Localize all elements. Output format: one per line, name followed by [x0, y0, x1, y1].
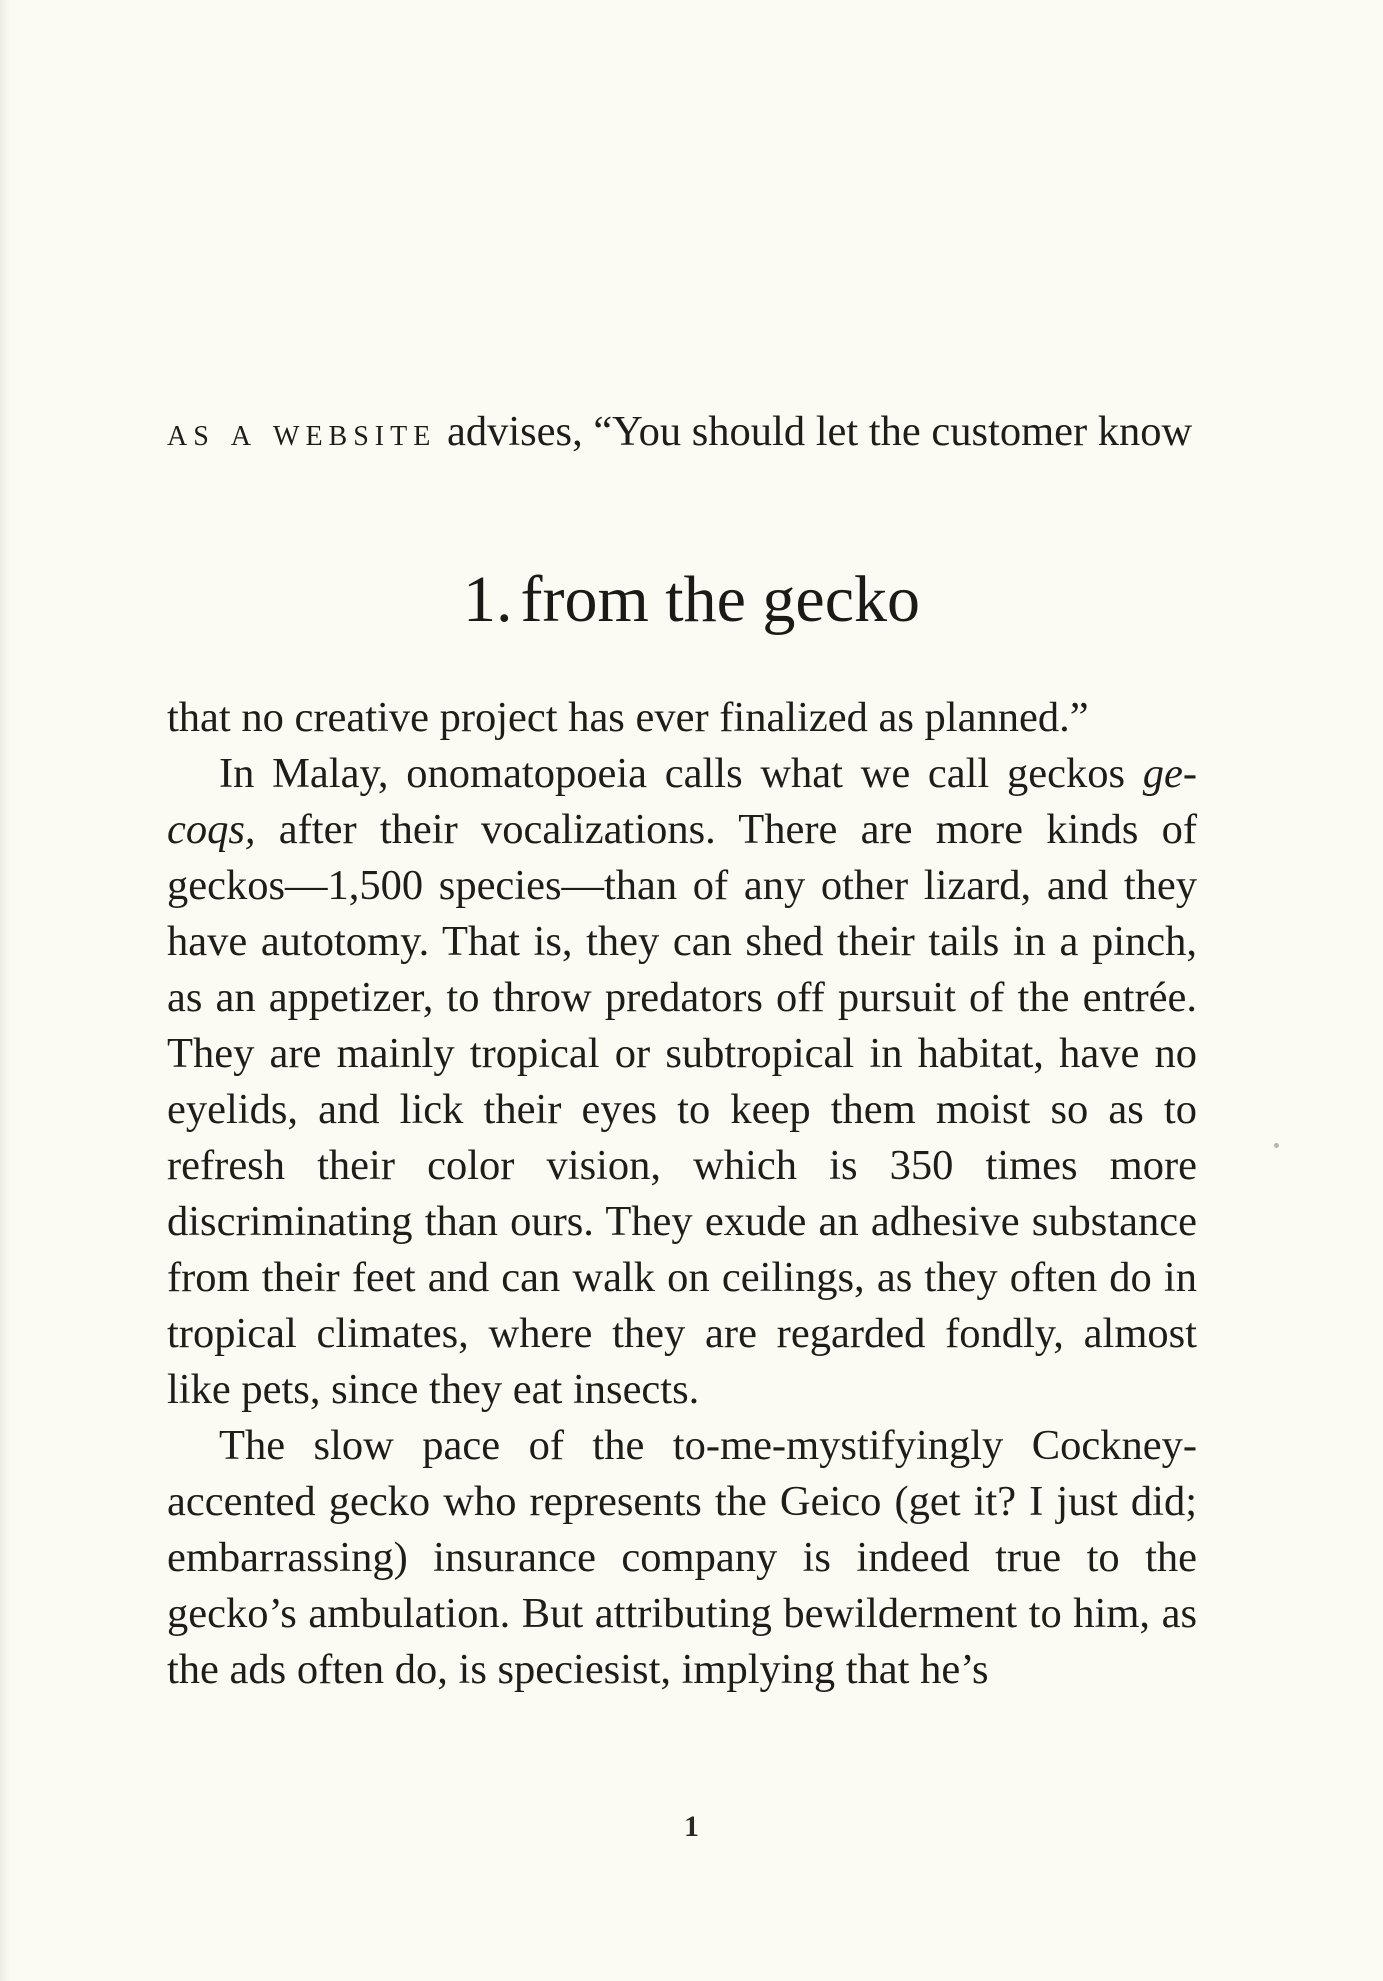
paragraph-geico-gecko: The slow pace of the to-me-mystifyingly Cockney-accented gecko who represents the Geico (get it? I just did; embarrassing) insurance company is indeed true to the gecko’s ambulation. But attributing bewilderment to him, as the ads often do, is speciesist, implying that he’s	[167, 1422, 1197, 1693]
intro-text: advises, “You should let the customer know	[436, 408, 1193, 455]
intro-smallcaps-lead: as a website	[167, 409, 437, 454]
paragraph-text: after their vocalizations. There are more kinds of geckos—1,500 species—than of any other lizard, and they have autotomy. That is, they can shed their tails in a pinch, as an appetizer, to throw predators off pursuit of the entrée. They are mainly tropical or subtropical in habitat, have no eyelids, and lick their eyes to keep them moist so as to refresh their color vision, which is 350 times more discriminating than ours. They exude an adhesive substance from their feet and can walk on ceilings, as they often do in tropical climates, where they are regarded fondly, almost like pets, since they eat insects.	[167, 806, 1197, 1413]
chapter-heading	[0, 560, 1383, 640]
paper-speck	[1274, 1143, 1279, 1148]
body-text	[167, 690, 1197, 1698]
paragraph-malay-geckos	[167, 746, 1197, 1418]
page-number: 1	[684, 1810, 699, 1843]
paragraph-text: In Malay, onomatopoeia calls what we call geckos	[219, 750, 1143, 797]
chapter-title: from the gecko	[520, 563, 920, 636]
chapter-number: 1.	[462, 563, 513, 636]
italic-term: gecoqs,	[167, 750, 1197, 853]
intro-epigraph	[167, 404, 1197, 460]
paragraph-continuation: that no creative project has ever finalized as planned.”	[167, 694, 1089, 741]
page-edge-shadow	[0, 0, 10, 1981]
